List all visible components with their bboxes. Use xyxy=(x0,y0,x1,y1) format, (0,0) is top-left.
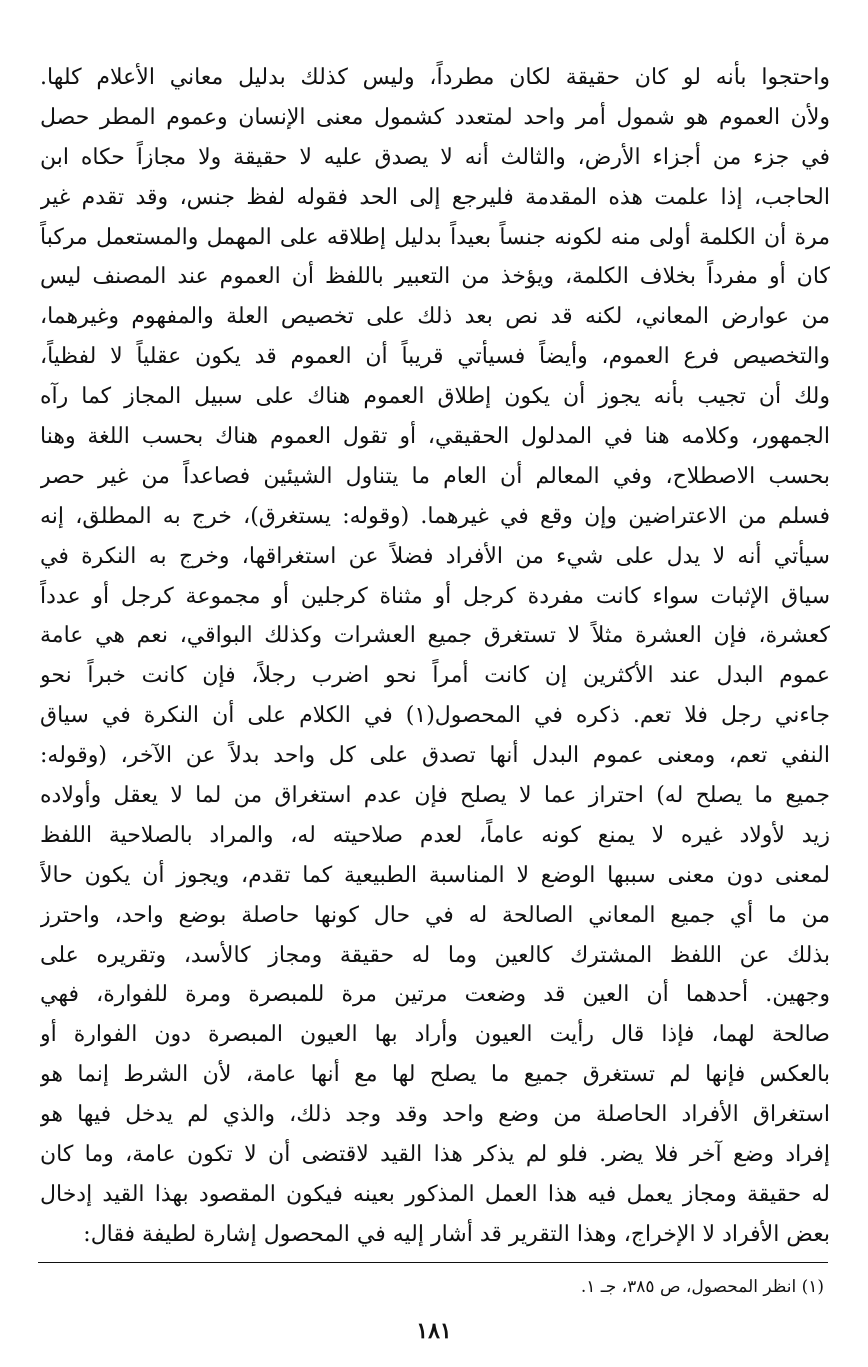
main-text xyxy=(40,58,830,1255)
text-line: من عوارض المعاني، لكنه قد نص بعد ذلك على تخصيص العلة والمفهوم وغيرهما، xyxy=(40,304,830,330)
text-line: واحتجوا بأنه لو كان حقيقة لكان مطرداً، وليس كذلك بدليل معاني الأعلام كلها. xyxy=(40,65,830,90)
text-line: صالحة لهما، فإذا قال رأيت العيون وأراد بها العيون المبصرة دون الفوارة أو xyxy=(40,1022,830,1048)
footnote: (١) انظر المحصول، ص ٣٨٥، جـ ١. xyxy=(580,1277,824,1297)
text-line: الحاجب، إذا علمت هذه المقدمة فليرجع إلى الحد فقوله لفظ جنس، وقد تقدم غير xyxy=(40,184,830,210)
text-line: بحسب الاصطلاح، وفي المعالم أن العام ما يتناول الشيئين فصاعداً من غير حصر xyxy=(40,463,830,489)
text-line: كعشرة، فإن العشرة مثلاً لا تستغرق جميع العشرات وكذلك البواقي، نعم هي عامة xyxy=(40,623,830,649)
text-line: بالعكس فإنها لم تستغرق جميع ما يصلح لها مع أنها عامة، لأن الشرط إنما هو xyxy=(40,1062,830,1088)
text-line: إفراد وضع آخر فلا يضر. فلو لم يذكر هذا القيد لاقتضى أن لا تكون عامة، وما كان xyxy=(40,1142,830,1168)
text-line: عموم البدل عند الأكثرين إن كانت أمراً نحو اضرب رجلاً، فإن كانت خبراً نحو xyxy=(40,663,830,689)
text-line: لمعنى دون معنى سببها الوضع لا المناسبة الطبيعية كما تقدم، ويجوز أن يكون حالاً xyxy=(40,862,830,888)
text-line: من ما أي جميع المعاني الصالحة له في حال كونها حاصلة بوضع واحد، واحترز xyxy=(40,902,830,928)
text-line: جميع ما يصلح له) احتراز عما لا يصلح فإن عدم استغراق من لما لا يعقل وأولاده xyxy=(40,783,830,809)
text-line: فسلم من الاعتراضين وإن وقع في غيرهما. (وقوله: يستغرق)، خرج به المطلق، إنه xyxy=(40,503,830,529)
footnote-separator xyxy=(38,1262,828,1263)
text-line: زيد لأولاد غيره لا يمنع كونه عاماً، لعدم صلاحيته له، والمراد بالصلاحية اللفظ xyxy=(40,822,830,848)
text-line: والتخصيص فرع العموم، وأيضاً فسيأتي قريباً أن العموم قد يكون عقلياً لا لفظياً، xyxy=(40,344,830,370)
text-line: الجمهور، وكلامه هنا في المدلول الحقيقي، أو تقول العموم هناك بحسب اللغة وهنا xyxy=(40,424,830,450)
text-line: بعض الأفراد لا الإخراج، وهذا التقرير قد أشار إليه في المحصول إشارة لطيفة فقال: xyxy=(83,1221,830,1247)
text-line: ولك أن تجيب بأنه يجوز أن يكون إطلاق العموم هناك على سبيل المجاز كما رآه xyxy=(40,384,830,410)
text-line: وجهين. أحدهما أن العين قد وضعت مرتين مرة للمبصرة ومرة للفوارة، فهي xyxy=(40,982,830,1008)
text-line: جاءني رجل فلا تعم. ذكره في المحصول(١) في الكلام على أن النكرة في سياق xyxy=(40,703,830,729)
text-line: سيأتي أنه لا يدل على شيء من الأفراد فضلاً عن استغراقها، وخرج به النكرة في xyxy=(40,543,830,569)
text-line: استغراق الأفراد الحاصلة من وضع واحد وقد وجد ذلك، والذي لم يدخل فيها هو xyxy=(40,1102,830,1128)
text-line: ولأن العموم هو شمول أمر واحد لمتعدد كشمول معنى الإنسان وعموم المطر حصل xyxy=(40,104,830,130)
text-line: النفي تعم، ومعنى عموم البدل أنها تصدق على كل واحد بدلاً عن الآخر، (وقوله: xyxy=(40,743,830,769)
text-line: كان أو مفرداً بخلاف الكلمة، ويؤخذ من التعبير باللفظ أن العموم عند المصنف ليس xyxy=(40,264,830,290)
text-line: له حقيقة ومجاز يعمل فيه هذا العمل المذكور بعينه فيكون المقصود بهذا القيد إدخال xyxy=(40,1181,830,1207)
text-line: مرة أن الكلمة أولى منه لكونه جنساً بعيداً بدليل إطلاقه على المهمل والمستعمل مركباً xyxy=(40,224,830,250)
text-line: في جزء من أجزاء الأرض، والثالث أنه لا يصدق عليه لا حقيقة ولا مجازاً حكاه ابن xyxy=(40,144,830,170)
text-line: بذلك عن اللفظ المشترك كالعين وما له حقيقة ومجاز كالأسد، وتقريره على xyxy=(40,942,830,968)
text-line: سياق الإثبات سواء كانت مفردة كرجل أو مثناة كرجلين أو مجموعة كرجل أو عدداً xyxy=(40,583,830,609)
page-number: ١٨١ xyxy=(416,1318,452,1344)
